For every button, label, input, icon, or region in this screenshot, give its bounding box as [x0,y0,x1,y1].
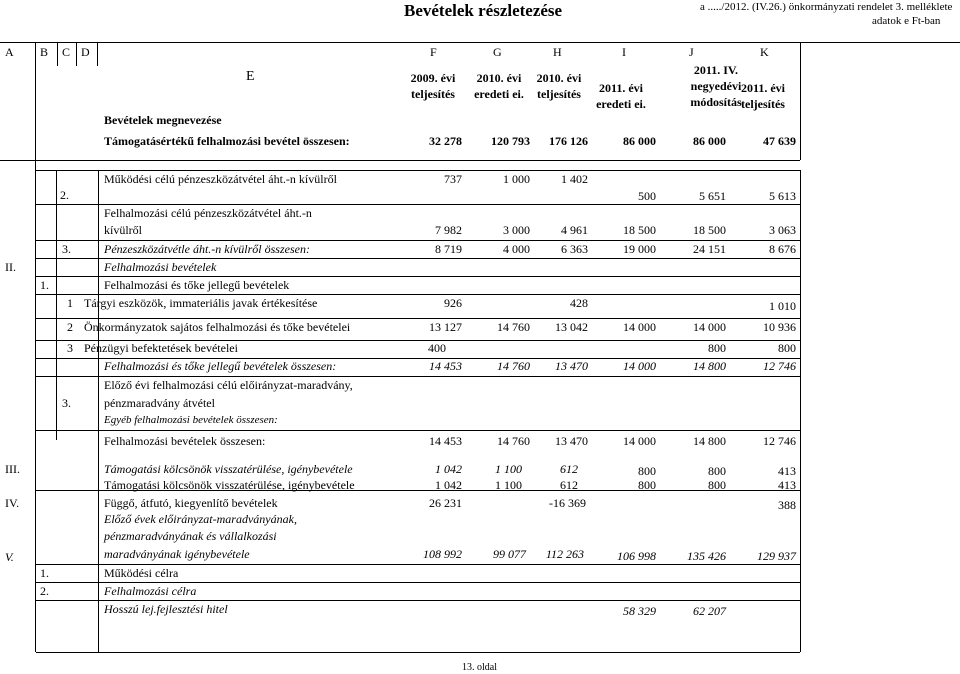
grid-line [0,42,960,43]
cell-k: 12 746 [763,434,796,448]
cell-i: 800 [638,464,656,478]
row-number: 2. [60,188,69,202]
cell-g: 3 000 [503,223,530,237]
grid-line [36,276,800,277]
row-number: 3 [67,341,73,355]
cell-h: 612 [560,462,578,476]
table-row [0,414,960,430]
cell-k: 12 746 [763,359,796,373]
table-row [0,478,960,494]
cell-j: 800 [708,341,726,355]
column-letter-i: I [622,45,626,59]
table-row [0,296,960,318]
cell-f: 7 982 [435,223,462,237]
row-label: Pénzeszközátvétle áht.-n kívülről összesen: [104,242,310,256]
row-label-line2: pénzmaradványának és vállalkozási [104,529,277,543]
row-label: Függő, átfutó, kiegyenlítő bevételek [104,496,278,510]
grid-line [57,42,58,66]
grid-line [97,42,98,66]
row-label: Működési célú pénzeszközátvétel áht.-n kívülről [104,172,337,186]
cell-j: 800 [708,478,726,492]
grid-line [36,318,800,319]
grid-line [36,582,800,583]
table-row [0,434,960,450]
reference-line: a ...../2012. (IV.26.) önkormányzati rendelet 3. melléklete [700,1,953,13]
cell-j: 86 000 [693,134,726,148]
cell-j: 62 207 [693,604,726,618]
cell-f: 1 042 [435,462,462,476]
table-row [0,278,960,294]
roman-numeral: IV. [5,496,20,510]
name-header: Bevételek megnevezése [104,113,222,127]
row-label: Felhalmozási bevételek [104,260,217,274]
table-row [0,134,960,150]
cell-j: 135 426 [687,549,726,563]
cell-k: 388 [778,498,796,512]
cell-k: 10 936 [763,320,796,334]
cell-f: 108 992 [423,547,462,561]
column-letter-g: G [493,45,502,59]
cell-g: 14 760 [497,434,530,448]
cell-h: 4 961 [561,223,588,237]
cell-h: 428 [570,296,588,310]
column-header-f: 2009. évi teljesítés [410,71,456,101]
table-row [0,378,960,414]
cell-f: 14 453 [429,359,462,373]
table-row [0,206,960,240]
grid-line [36,652,800,653]
grid-line [35,170,800,171]
cell-f: 926 [444,296,462,310]
cell-i: 14 000 [623,434,656,448]
cell-j: 800 [708,464,726,478]
column-letter-f: F [430,45,437,59]
table-row [0,566,960,582]
cell-h: 612 [560,478,578,492]
column-letter-b: B [40,45,49,59]
cell-k: 413 [778,464,796,478]
cell-h: 112 263 [545,547,584,561]
row-label-line2: pénzmaradvány átvétel [104,396,215,410]
cell-g: 1 000 [503,172,530,186]
cell-j: 24 151 [693,242,726,256]
row-label: Felhalmozási célra [104,584,197,598]
row-label-line3: maradványának igénybevétele [104,547,250,561]
column-header-g: 2010. évi eredeti ei. [474,71,524,101]
grid-line [36,258,800,259]
table-row [0,189,960,205]
row-label: Támogatási kölcsönök visszatérülése, igénybevétele [104,478,355,492]
column-letter-d: D [81,45,90,59]
cell-g: 1 100 [495,478,522,492]
cell-h: 13 042 [555,320,588,334]
cell-h: 13 470 [555,359,588,373]
row-label: Önkormányzatok sajátos felhalmozási és tőke bevételei [84,320,351,334]
grid-line [36,564,800,565]
cell-i: 106 998 [617,549,656,563]
cell-h: 176 126 [549,134,588,148]
cell-j: 5 651 [699,189,726,203]
row-label: Tárgyi eszközök, immateriális javak értékesítése [84,296,318,310]
row-label: Hosszú lej.fejlesztési hitel [104,602,228,616]
row-label: Működési célra [104,566,179,580]
cell-k: 3 063 [769,223,796,237]
row-label-line1: Előző évek előirányzat-maradványának, [104,512,297,526]
row-number: 2 [67,320,73,334]
row-number: 3. [62,396,71,410]
column-header-i: 2011. évi eredeti ei. [596,81,646,111]
table-row [0,584,960,600]
cell-j: 14 000 [693,320,726,334]
cell-k: 8 676 [769,242,796,256]
cell-k: 413 [778,478,796,492]
cell-f: 13 127 [429,320,462,334]
table-row [0,602,960,620]
cell-f: 400 [428,341,446,355]
column-header-j: 2011. IV. negyedévi módosítás [690,63,742,109]
page-title: Bevételek részletezése [404,1,563,20]
grid-line [36,240,800,241]
row-label-line1: Előző évi felhalmozási célú előirányzat-maradvány, [104,378,353,392]
row-number: 2. [40,584,49,598]
cell-f: 26 231 [429,496,462,510]
cell-j: 18 500 [693,223,726,237]
cell-i: 86 000 [623,134,656,148]
row-number: 3. [62,242,71,256]
cell-h: -16 369 [549,496,586,510]
cell-i: 14 000 [623,359,656,373]
cell-j: 14 800 [693,359,726,373]
table-row [0,260,960,276]
cell-k: 5 613 [769,189,796,203]
roman-numeral: II. [5,260,16,274]
row-label: Támogatási kölcsönök visszatérülése, igénybevétele [104,462,353,476]
cell-k: 800 [778,341,796,355]
column-letter-c: C [62,45,71,59]
cell-f: 1 042 [435,478,462,492]
table-row [0,341,960,357]
row-label: Felhalmozási bevételek összesen: [104,434,266,448]
cell-g: 14 760 [497,320,530,334]
cell-f: 14 453 [429,434,462,448]
page-number: 13. oldal [462,662,497,673]
cell-h: 6 363 [561,242,588,256]
unit-note: adatok e Ft-ban [872,15,941,27]
row-label-line1: Felhalmozási célú pénzeszközátvétel áht.-n [104,206,312,220]
grid-line [76,42,77,66]
row-label: Támogatásértékű felhalmozási bevétel összesen: [104,134,350,148]
cell-h: 1 402 [561,172,588,186]
row-number: 1. [40,278,49,292]
cell-k: 129 937 [757,549,796,563]
roman-numeral: III. [5,462,20,476]
grid-line [36,376,800,377]
cell-g: 1 100 [495,462,522,476]
cell-i: 19 000 [623,242,656,256]
cell-k: 1 010 [769,299,796,313]
row-label: Pénzügyi befektetések bevételei [84,341,238,355]
roman-numeral: V. [5,550,14,564]
row-number: 1 [67,296,73,310]
row-label-line2: kívülről [104,223,142,237]
cell-g: 14 760 [497,359,530,373]
row-number: 1. [40,566,49,580]
cell-g: 120 793 [491,134,530,148]
cell-j: 14 800 [693,434,726,448]
cell-f: 32 278 [429,134,462,148]
cell-g: 99 077 [493,547,526,561]
grid-line [0,160,800,161]
table-row [0,359,960,375]
cell-i: 58 329 [623,604,656,618]
cell-i: 14 000 [623,320,656,334]
cell-i: 18 500 [623,223,656,237]
cell-f: 737 [444,172,462,186]
column-header-e: E [246,69,255,84]
column-letter-k: K [760,45,769,59]
grid-line [36,600,800,601]
column-header-h: 2010. évi teljesítés [536,71,582,101]
column-letter-a: A [5,45,14,59]
row-label: Felhalmozási és tőke jellegű bevételek [104,278,290,292]
table-row [0,512,960,564]
column-letter-h: H [553,45,562,59]
table-row [0,320,960,338]
cell-h: 13 470 [555,434,588,448]
cell-i: 800 [638,478,656,492]
cell-k: 47 639 [763,134,796,148]
column-header-k: 2011. évi teljesítés [741,81,785,111]
grid-line [36,294,800,295]
cell-i: 500 [638,189,656,203]
cell-f: 8 719 [435,242,462,256]
cell-g: 4 000 [503,242,530,256]
column-letter-j: J [689,45,694,59]
table-row [0,242,960,258]
grid-line [36,430,800,431]
row-label: Egyéb felhalmozási bevételek összesen: [104,414,278,426]
row-label: Felhalmozási és tőke jellegű bevételek összesen: [104,359,337,373]
